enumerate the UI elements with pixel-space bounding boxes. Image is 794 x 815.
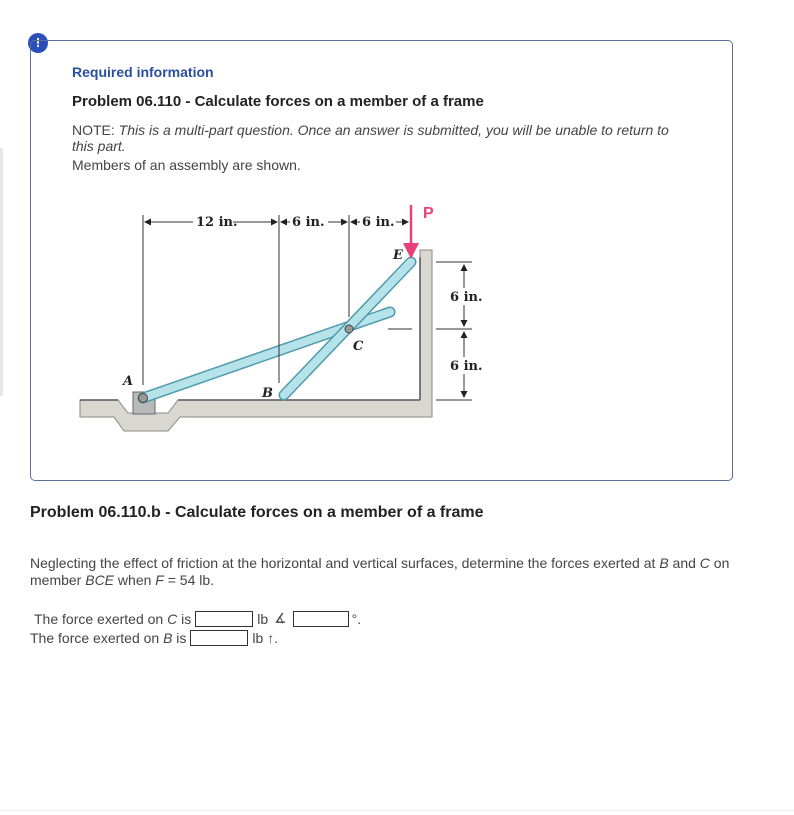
question-text-3: on member bbox=[30, 555, 730, 588]
label-b: B bbox=[262, 386, 273, 401]
force-c-magnitude-input[interactable] bbox=[195, 611, 253, 627]
force-c-label-2: is bbox=[177, 610, 192, 627]
label-c: C bbox=[353, 339, 364, 354]
label-a: A bbox=[123, 374, 134, 389]
force-b-unit: lb ↑. bbox=[252, 630, 279, 646]
force-c-unit: lb bbox=[257, 610, 269, 627]
label-e: E bbox=[393, 248, 403, 263]
angle-icon: ∡ bbox=[274, 610, 287, 626]
pin-c bbox=[345, 325, 353, 333]
pin-a bbox=[139, 394, 148, 403]
label-p: P bbox=[423, 205, 434, 222]
question-var-c: C bbox=[699, 555, 710, 571]
part-b-question bbox=[30, 555, 765, 589]
members-text: Members of an assembly are shown. bbox=[72, 157, 301, 173]
force-b-label-var: B bbox=[163, 630, 173, 646]
force-b-label-2: is bbox=[172, 630, 187, 646]
force-b-magnitude-input[interactable] bbox=[190, 630, 248, 646]
answer-row-force-c bbox=[34, 610, 361, 627]
left-edge-strip bbox=[0, 148, 3, 396]
question-var-bce: BCE bbox=[85, 572, 115, 588]
answer-row-force-b bbox=[30, 630, 278, 646]
frame-figure bbox=[70, 195, 510, 445]
bottom-divider bbox=[0, 810, 794, 811]
problem-title: Problem 06.110 - Calculate forces on a member of a frame bbox=[72, 93, 484, 110]
required-info-label: Required information bbox=[72, 64, 214, 80]
question-var-f: F bbox=[155, 572, 164, 588]
note-body: This is a multi-part question. Once an answer is submitted, you will be unable to return to this part. bbox=[72, 122, 669, 154]
question-text-1: Neglecting the effect of friction at the horizontal and vertical surfaces, determine the forces exerted at bbox=[30, 555, 660, 571]
dim-label-6-c: 6 in. bbox=[450, 359, 483, 374]
dim-label-6-bc: 6 in. bbox=[292, 215, 325, 230]
dim-label-6-e: 6 in. bbox=[450, 290, 483, 305]
question-text-5: = 54 lb. bbox=[163, 572, 215, 588]
dim-label-12: 12 in. bbox=[196, 215, 238, 230]
dim-label-6-ce: 6 in. bbox=[362, 215, 395, 230]
degree-label: °. bbox=[351, 610, 362, 627]
question-var-b: B bbox=[659, 555, 669, 571]
force-c-label-1: The force exerted on bbox=[34, 610, 168, 627]
question-text-2: and bbox=[668, 555, 700, 571]
part-b-title: Problem 06.110.b - Calculate forces on a member of a frame bbox=[30, 504, 484, 521]
question-text-4: when bbox=[114, 572, 156, 588]
force-c-angle-input[interactable] bbox=[293, 611, 349, 627]
force-b-label-1: The force exerted on bbox=[30, 630, 164, 646]
load-p-arrowhead bbox=[403, 243, 419, 259]
alert-icon: ! bbox=[28, 33, 48, 53]
force-c-label-var: C bbox=[167, 610, 178, 627]
note-text bbox=[72, 122, 692, 154]
note-prefix: NOTE: bbox=[72, 122, 119, 138]
